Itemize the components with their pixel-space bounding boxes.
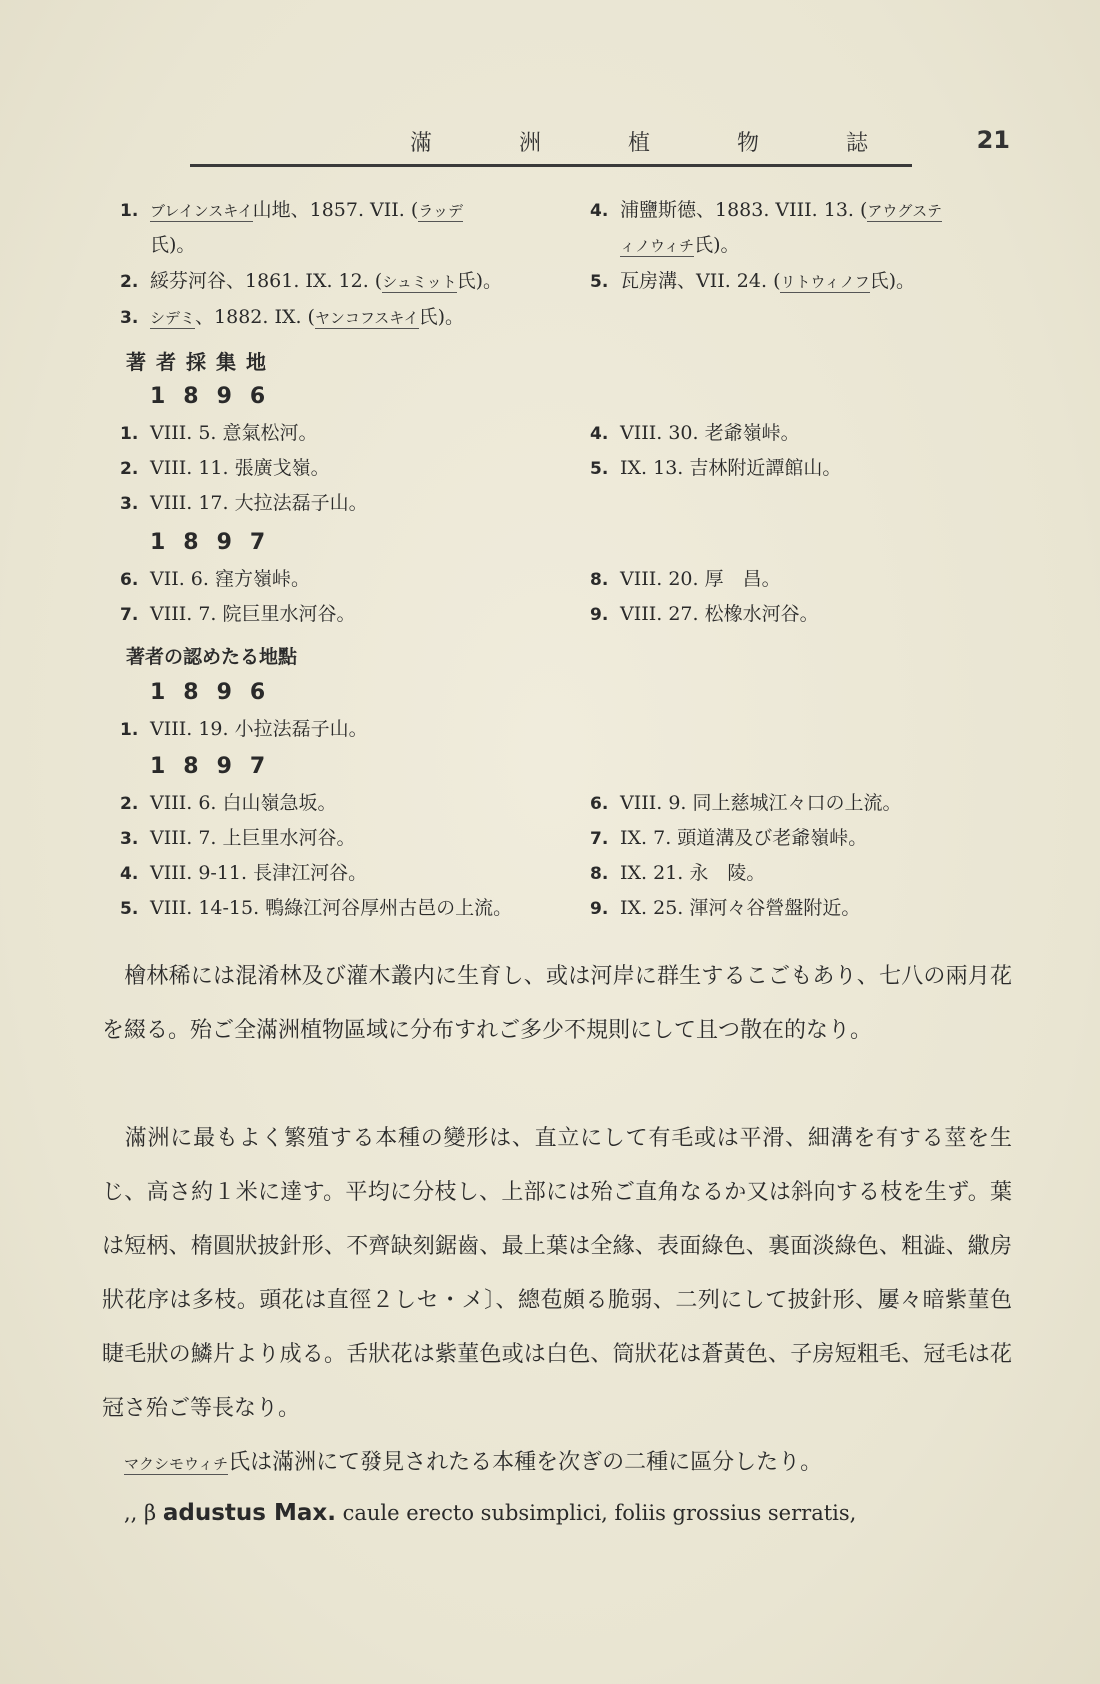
locality-row: 8. IX. 21. 永 陵。: [590, 862, 766, 884]
locality-row: 1. VIII. 5. 意氣松河。: [120, 422, 318, 444]
collector-5: 5. 瓦房溝、VII. 24. (リトウィノフ氏)。: [590, 270, 916, 292]
year-1897-b: 1897: [150, 754, 284, 779]
locality-row: 6. VIII. 9. 同上慈城江々口の上流。: [590, 792, 902, 814]
page-title: 滿 洲 植 物 誌: [410, 131, 908, 156]
year-1896-a: 1896: [150, 384, 284, 409]
locality-row: 8. VIII. 20. 厚 昌。: [590, 568, 781, 590]
locality-row: 9. VIII. 27. 松橡水河谷。: [590, 603, 819, 625]
locality-row: 6. VII. 6. 窪方嶺峠。: [120, 568, 310, 590]
year-1897-a: 1897: [150, 530, 284, 555]
collector-4: 4. 浦鹽斯德、1883. VIII. 13. (アウグステ: [590, 199, 942, 221]
locality-row: 4. VIII. 30. 老爺嶺峠。: [590, 422, 800, 444]
locality-row: 5. IX. 13. 吉林附近譚館山。: [590, 457, 842, 479]
body-paragraph-1: 檜林稀には混淆林及び灌木叢内に生育し、或は河岸に群生するこごもあり、七八の兩月花を綴る。殆ご全滿洲植物區域に分布すれご多少不規則にして且つ散在的なり。: [102, 964, 1012, 1043]
collector-1: 1. ブレインスキイ山地、1857. VII. (ラッデ: [120, 199, 463, 221]
section-heading-collected: 著者採集地: [126, 350, 276, 374]
locality-row: 7. VIII. 7. 院巨里水河谷。: [120, 603, 356, 625]
body-paragraph-3: マクシモウィチ氏は滿洲にて發見されたる本種を次ぎの二種に區分したり。: [124, 1450, 823, 1475]
locality-row: 7. IX. 7. 頭道溝及び老爺嶺峠。: [590, 827, 868, 849]
collector-1-cont: 氏)。: [150, 234, 196, 256]
locality-row: 5. VIII. 14-15. 鴨綠江河谷厚州古邑の上流。: [120, 897, 513, 919]
locality-row: 2. VIII. 6. 白山嶺急坂。: [120, 792, 337, 814]
locality-row: 2. VIII. 11. 張廣戈嶺。: [120, 457, 330, 479]
locality-row: 9. IX. 25. 渾河々谷營盤附近。: [590, 897, 861, 919]
body-paragraph-2: 滿洲に最もよく繁殖する本種の變形は、直立にして有毛或は平滑、細溝を有する莖を生じ、高さ約１米に達す。平均に分枝し、上部には殆ご直角なるか又は斜向する枝を生ず。葉は短柄、楕圓狀披針形、不齊缺刻鋸齒、最上葉は全緣、表面綠色、裏面淡綠色、粗澁、繖房狀花序は多枝。頭花は直徑２しセ・メ〕、總苞頗る脆弱、二列にして披針形、屢々暗紫菫色睫毛狀の鱗片より成る。舌狀花は紫菫色或は白色、筒狀花は蒼黃色、子房短粗毛、冠毛は花冠さ殆ご等長なり。: [102, 1126, 1012, 1421]
page-number: 21: [976, 126, 1010, 154]
collector-4-cont: ィノウィチ氏)。: [620, 234, 740, 256]
collector-3: 3. シデミ、1882. IX. (ヤンコフスキイ氏)。: [120, 306, 465, 328]
locality-row: 4. VIII. 9-11. 長津江河谷。: [120, 862, 368, 884]
locality-row: 1. VIII. 19. 小拉法磊子山。: [120, 718, 368, 740]
latin-description: ,, β adustus Max. caule erecto subsimplici, foliis grossius serratis,: [124, 1500, 857, 1526]
locality-row: 3. VIII. 7. 上巨里水河谷。: [120, 827, 356, 849]
year-1896-b: 1896: [150, 680, 284, 705]
page-header: [190, 118, 1020, 178]
collector-2: 2. 綏芬河谷、1861. IX. 12. (シュミット氏)。: [120, 270, 503, 292]
section-heading-observed: 著者の認めたる地點: [126, 646, 298, 668]
locality-row: 3. VIII. 17. 大拉法磊子山。: [120, 492, 368, 514]
header-rule: [190, 164, 912, 167]
